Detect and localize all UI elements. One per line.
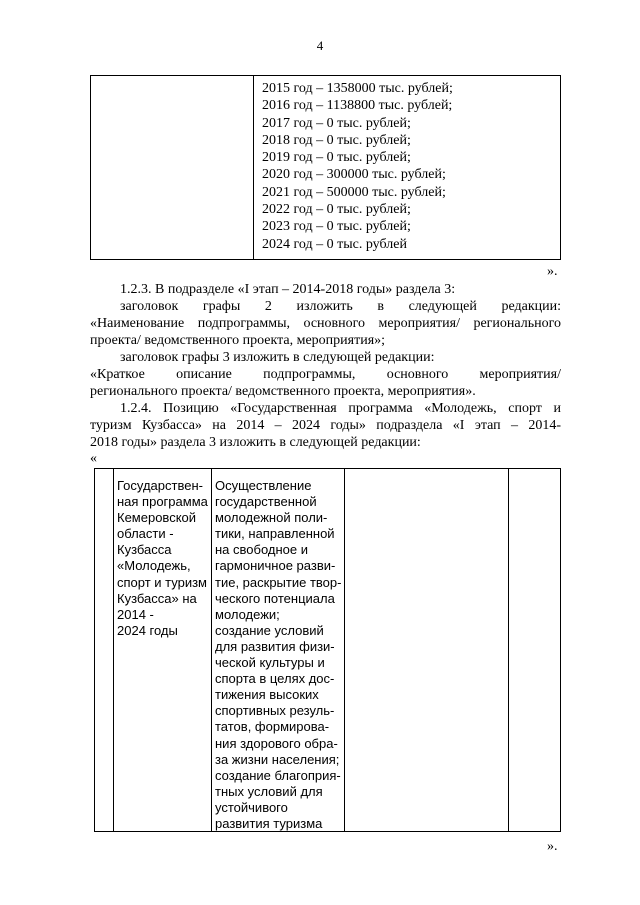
cell-line: создание условий: [215, 622, 324, 638]
cell-line: ная программа: [117, 494, 208, 510]
cell-line: за жизни населения;: [215, 751, 340, 767]
cell-line: татов, формирова-: [215, 719, 330, 735]
cell-line: спорта в целях дос-: [215, 671, 335, 687]
open-quote: «: [90, 451, 97, 466]
cell-line: развития туризма: [215, 815, 323, 831]
paragraph-1-2-4-cont: туризм Кузбасса» на 2014 – 2024 годы» подраздела «I этап – 2014-: [90, 418, 561, 433]
funding-table-divider: [253, 75, 254, 260]
funding-line: 2022 год – 0 тыс. рублей;: [262, 202, 411, 218]
cell-line: создание благоприя-: [215, 767, 341, 783]
cell-line: тных условий для: [215, 783, 323, 799]
cell-line: Осуществление: [215, 478, 312, 493]
cell-line: «Молодежь,: [117, 558, 191, 574]
column-3-intro: заголовок графы 3 изложить в следующей редакции:: [120, 350, 435, 365]
funding-line: 2019 год – 0 тыс. рублей;: [262, 150, 411, 166]
cell-line: ческой культуры и: [215, 655, 325, 671]
cell-line: Кемеровской: [117, 510, 197, 526]
column-2-heading-text: «Наименование подпрограммы, основного мероприятия/ регионального: [90, 316, 561, 331]
cell-line: молодежной поли-: [215, 510, 328, 526]
funding-line: 2024 год – 0 тыс. рублей: [262, 236, 407, 252]
cell-line: ния здорового обра-: [215, 735, 338, 751]
program-name-cell: [117, 478, 208, 639]
page-number: 4: [316, 38, 324, 53]
table-column-divider: [508, 468, 509, 832]
cell-line: для развития физи-: [215, 638, 335, 654]
cell-line: устойчивого: [215, 799, 288, 815]
cell-line: гармоничное разви-: [215, 558, 336, 574]
funding-line: 2020 год – 300000 тыс. рублей;: [262, 167, 446, 183]
program-description-cell: [215, 478, 341, 832]
cell-line: ческого потенциала: [215, 590, 335, 606]
cell-line: государственной: [215, 494, 317, 510]
cell-line: тижения высоких: [215, 687, 319, 703]
paragraph-1-2-3: 1.2.3. В подразделе «I этап – 2014-2018 годы» раздела 3:: [120, 282, 456, 297]
table-column-divider: [113, 468, 114, 832]
table-column-divider: [211, 468, 212, 832]
paragraph-1-2-4: 1.2.4. Позицию «Государственная программа «Молодежь, спорт и: [120, 401, 561, 416]
cell-line: Государствен-: [117, 478, 203, 493]
funding-lines: [262, 80, 453, 253]
table-column-divider: [344, 468, 345, 832]
cell-line: Кузбасса» на: [117, 590, 197, 606]
funding-line: 2016 год – 1138800 тыс. рублей;: [262, 98, 453, 114]
column-3-heading-text-cont: регионального проекта/ ведомственного проекта, мероприятия».: [90, 384, 476, 399]
cell-line: молодежи;: [215, 606, 280, 622]
cell-line: тики, направленной: [215, 526, 335, 542]
close-quote: ».: [547, 264, 558, 279]
column-3-heading-text: «Краткое описание подпрограммы, основного мероприятия/: [90, 367, 561, 382]
cell-line: области -: [117, 526, 174, 542]
cell-line: спортивных резуль-: [215, 703, 335, 719]
cell-line: Кузбасса: [117, 542, 172, 558]
column-2-intro: заголовок графы 2 изложить в следующей редакции:: [120, 299, 561, 314]
funding-line: 2017 год – 0 тыс. рублей;: [262, 115, 411, 131]
close-quote: ».: [547, 839, 558, 854]
cell-line: 2024 годы: [117, 622, 178, 638]
funding-line: 2021 год – 500000 тыс. рублей;: [262, 184, 446, 200]
cell-line: на свободное и: [215, 542, 308, 558]
funding-line: 2023 год – 0 тыс. рублей;: [262, 219, 411, 235]
cell-line: тие, раскрытие твор-: [215, 574, 342, 590]
cell-line: 2014 -: [117, 606, 154, 622]
paragraph-1-2-4-end: 2018 годы» раздела 3 изложить в следующей редакции:: [90, 435, 421, 450]
funding-line: 2015 год – 1358000 тыс. рублей;: [262, 81, 453, 96]
cell-line: спорт и туризм: [117, 574, 207, 590]
column-2-heading-text-cont: проекта/ ведомственного проекта, мероприятия»;: [90, 333, 386, 348]
funding-line: 2018 год – 0 тыс. рублей;: [262, 132, 411, 148]
